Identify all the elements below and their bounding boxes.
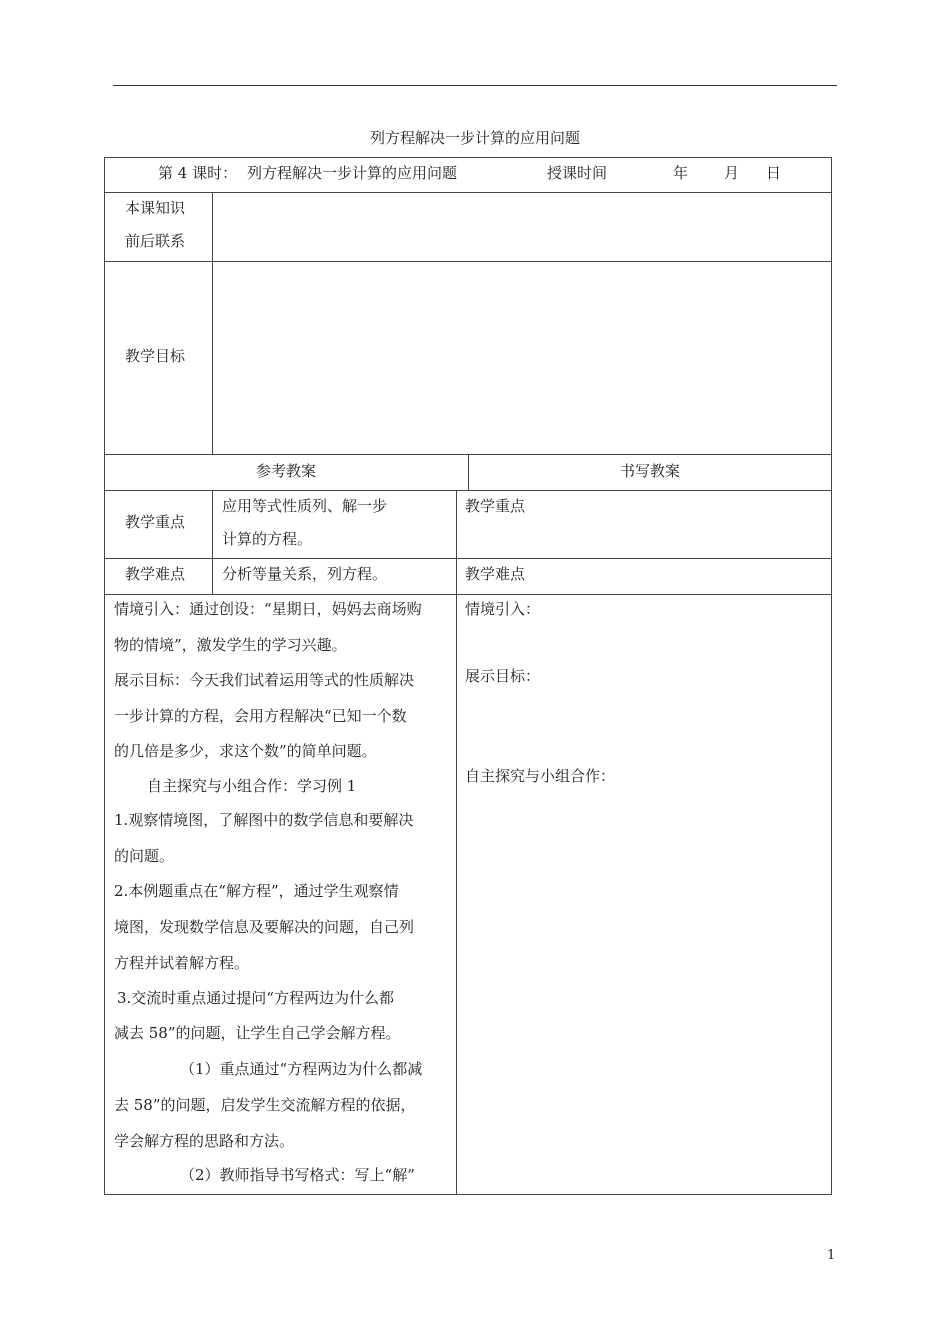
objectives-label: 教学目标 — [125, 347, 186, 365]
process-line: 境图，发现数学信息及要解决的问题，自己列 — [114, 918, 415, 936]
process-line: 2.本例题重点在“解方程”，通过学生观察情 — [114, 882, 399, 900]
knowledge-label-line2: 前后联系 — [125, 232, 186, 250]
process-line: 物的情境”，激发学生的学习兴趣。 — [114, 636, 347, 654]
lesson-title: 列方程解决一步计算的应用问题 — [247, 164, 458, 182]
key-point-content-line1: 应用等式性质列、解一步 — [222, 497, 388, 515]
process-line: 去 58”的问题，启发学生交流解方程的依据， — [114, 1096, 416, 1114]
process-line: 学会解方程的思路和方法。 — [114, 1132, 295, 1150]
process-line: 展示目标：今天我们试着运用等式的性质解决 — [114, 671, 415, 689]
process-line: （2）教师指导书写格式：写上“解” — [180, 1166, 415, 1184]
page-number: 1 — [827, 1248, 836, 1263]
key-point-content-line2: 计算的方程。 — [222, 530, 313, 548]
row-divider — [104, 558, 832, 559]
table-border-left — [104, 157, 105, 1195]
writing-explore-label: 自主探究与小组合作： — [465, 767, 616, 785]
difficulty-writing-label: 教学难点 — [465, 565, 526, 583]
difficulty-content: 分析等量关系，列方程。 — [222, 565, 388, 583]
table-border-top — [104, 157, 832, 158]
table-border-bottom — [104, 1194, 832, 1195]
process-line: 的问题。 — [114, 847, 175, 865]
process-line: 情境引入：通过创设：“星期日，妈妈去商场购 — [114, 600, 422, 618]
reference-plan-header: 参考教案 — [255, 462, 316, 480]
process-line: 减去 58”的问题，让学生自己学会解方程。 — [114, 1024, 401, 1042]
difficulty-label: 教学难点 — [125, 565, 186, 583]
column-divider — [456, 490, 457, 1195]
process-line: 自主探究与小组合作：学习例 1 — [147, 777, 357, 795]
knowledge-label-line1: 本课知识 — [125, 199, 186, 217]
writing-intro-label: 情境引入： — [465, 600, 541, 618]
writing-goal-label: 展示目标： — [465, 667, 541, 685]
process-line: 的几倍是多少，求这个数”的简单问题。 — [114, 742, 377, 760]
process-line: 一步计算的方程，会用方程解决“已知一个数 — [114, 707, 407, 725]
month-label: 月 — [724, 164, 740, 182]
document-title: 列方程解决一步计算的应用问题 — [369, 129, 580, 147]
process-line: 方程并试着解方程。 — [114, 954, 250, 972]
process-line: 3.交流时重点通过提问“方程两边为什么都 — [117, 989, 394, 1007]
row-divider — [104, 594, 832, 595]
lesson-number: 第 4 课时： — [158, 164, 238, 182]
process-line: （1）重点通过“方程两边为什么都减 — [180, 1060, 423, 1078]
column-divider — [212, 192, 213, 455]
writing-plan-header: 书写教案 — [619, 462, 680, 480]
class-time-label: 授课时间 — [547, 164, 608, 182]
header-rule — [113, 85, 837, 86]
year-label: 年 — [673, 164, 689, 182]
row-divider — [104, 192, 832, 193]
key-point-writing-label: 教学重点 — [465, 497, 526, 515]
table-border-right — [831, 157, 832, 1195]
day-label: 日 — [766, 164, 782, 182]
key-point-label: 教学重点 — [125, 513, 186, 531]
column-divider — [212, 490, 213, 595]
process-line: 1.观察情境图，了解图中的数学信息和要解决 — [114, 811, 414, 829]
row-divider — [104, 261, 832, 262]
